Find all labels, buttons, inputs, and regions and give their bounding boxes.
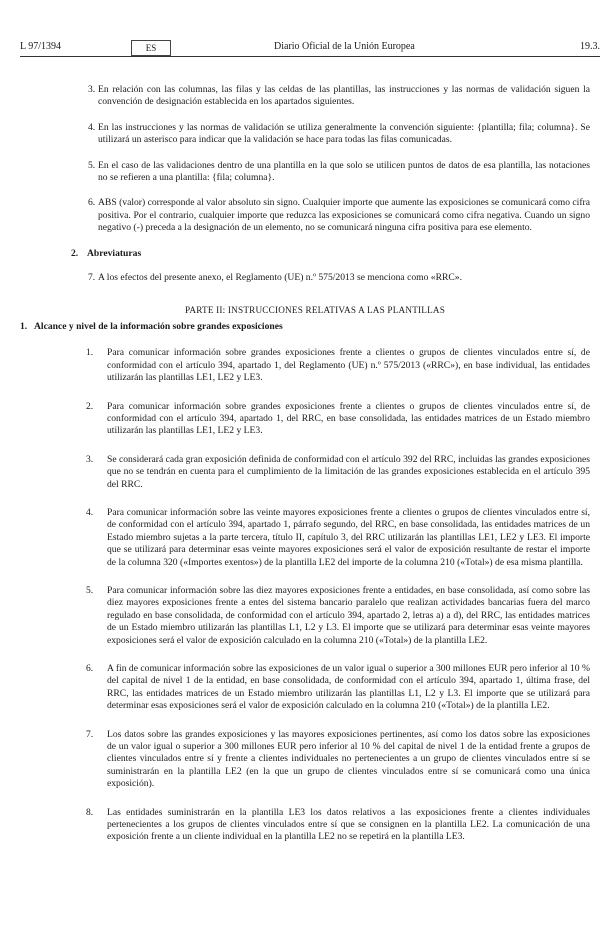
document-body [20,84,590,860]
journal-title: Diario Oficial de la Unión Europea [274,41,415,52]
page-reference: L 97/1394 [20,41,62,52]
list-item: 6. ABS (valor) corresponde al valor absoluto sin signo. Cualquier importe que aumente las exposiciones se comunicará como cifra positiva. Por el contrario, cualquier importe que reduzca las exposiciones se comunicará como cifra negativa. Cuando un signo negativo (-) preceda a la designación de un elemento, no se comunicará ninguna cifra positiva para ese elemento. [88,197,590,234]
language-badge: ES [131,40,171,56]
page-header [20,40,600,56]
list-item: 7. Los datos sobre las grandes exposiciones y las mayores exposiciones pertinentes, así como los datos sobre las exposiciones de un valor igual o superior a 300 millones EUR pero inferior al 10 % del capital de nivel 1 de la entidad frente a grupos de clientes vinculados entre sí y frente a clientes individuales no pertenecientes a un grupo de clientes vinculados entre sí se suministrarán en la plantilla LE2 (en la que un grupo de clientes vinculados entre sí se comunicará como una única exposición). [86,728,590,790]
list-item: 2. Para comunicar información sobre grandes exposiciones frente a clientes o grupos de clientes vinculados entre sí, de conformidad con el artículo 394, apartado 1, del RRC, en base consolidada, las entidades matrices de un Estado miembro utilizarán las plantillas LE1, LE2 y LE3. [86,400,590,437]
part-title: PARTE II: INSTRUCCIONES RELATIVAS A LAS PLANTILLAS [184,305,446,316]
list-item: 6. A fin de comunicar información sobre las exposiciones de un valor igual o superior a 300 millones EUR pero inferior al 10 % del capital de nivel 1 de la entidad, en base consolidada, de conformidad con el artículo 394, apartado 1, última frase, del RRC, las entidades matrices de un Estado miembro utilizarán las plantillas L1, L2 y L3. El importe que se utilizará para determinar esas exposiciones será el valor de exposición calculado en la columna 210 («Total») de la plantilla LE2. [86,663,590,712]
list-item: 4. En las instrucciones y las normas de validación se utiliza generalmente la convención siguiente: {plantilla; fila; columna}. Se utilizará un asterisco para indicar que la validación se hace para todas las filas comunicadas. [88,121,590,146]
list-item: 4. Para comunicar información sobre las veinte mayores exposiciones frente a clientes o grupos de clientes vinculados entre sí, de conformidad con el artículo 394, apartado 1, párrafo segundo, del RRC, en base consolidada, las entidades matrices de un Estado miembro sujetas a la parte tercera, título II, capítulo 3, del RRC utilizarán las plantillas LE1, LE2 y LE3. El importe que se utilizará para determinar esas veinte mayores exposiciones será el valor de exposición resultante de restar el importe de la columna 320 («Importes exentos») de la plantilla LE2 del importe de la columna 210 («Total») de esa misma plantilla. [86,506,590,568]
list-item: 8. Las entidades suministrarán en la plantilla LE3 los datos relativos a las exposiciones frente a clientes individuales pertenecientes a los grupos de clientes vinculados entre sí que se consignen en la plantilla LE2. La comunicación de una exposición frente a un cliente individual en la plantilla LE2 no se repetirá en la plantilla LE3. [86,806,590,843]
list-item: 3. Se considerará cada gran exposición definida de conformidad con el artículo 392 del RRC, incluidas las grandes exposiciones que no se tendrán en cuenta para el cumplimiento de la limitación de las grandes exposiciones establecida en el artículo 395 del RRC. [86,453,590,490]
publication-date: 19.3. [580,41,600,52]
list-item: 5. Para comunicar información sobre las diez mayores exposiciones frente a entidades, en base consolidada, así como sobre las diez mayores exposiciones frente a entes del sistema bancario paralelo que realizan actividades bancarias fuera del marco regulado en base consolidada, de conformidad con el artículo 394, apartado 2, letras a) a d), del RRC, las entidades matrices de un Estado miembro utilizarán las plantillas L1, L2 y L3. El importe que se utilizará para determinar esas veinte mayores exposiciones será el valor de exposición calculado en la columna 210 («Total») de la plantilla LE2. [86,584,590,646]
list-item: 7. A los efectos del presente anexo, el Reglamento (UE) n.º 575/2013 se menciona como «RRC». [88,272,462,284]
list-item: 5. En el caso de las validaciones dentro de una plantilla en la que solo se utilicen puntos de datos de esa plantilla, las notaciones no se refieren a una plantilla: {fila; columna}. [88,159,590,184]
header-rule [20,56,600,57]
section-heading-abreviaturas: 2. Abreviaturas [71,247,142,259]
section-heading-alcance: 1. Alcance y nivel de la información sobre grandes exposiciones [20,320,283,332]
list-item: 3. En relación con las columnas, las filas y las celdas de las plantillas, las instrucciones y las normas de validación siguen la convención de designación establecida en los apartados siguientes. [88,84,590,108]
list-item: 1. Para comunicar información sobre grandes exposiciones frente a clientes o grupos de clientes vinculados entre sí, de conformidad con el artículo 394, apartado 1, del Reglamento (UE) n.º 575/2013 («RRC»), en base individual, las entidades utilizarán las plantillas LE1, LE2 y LE3. [86,347,590,384]
